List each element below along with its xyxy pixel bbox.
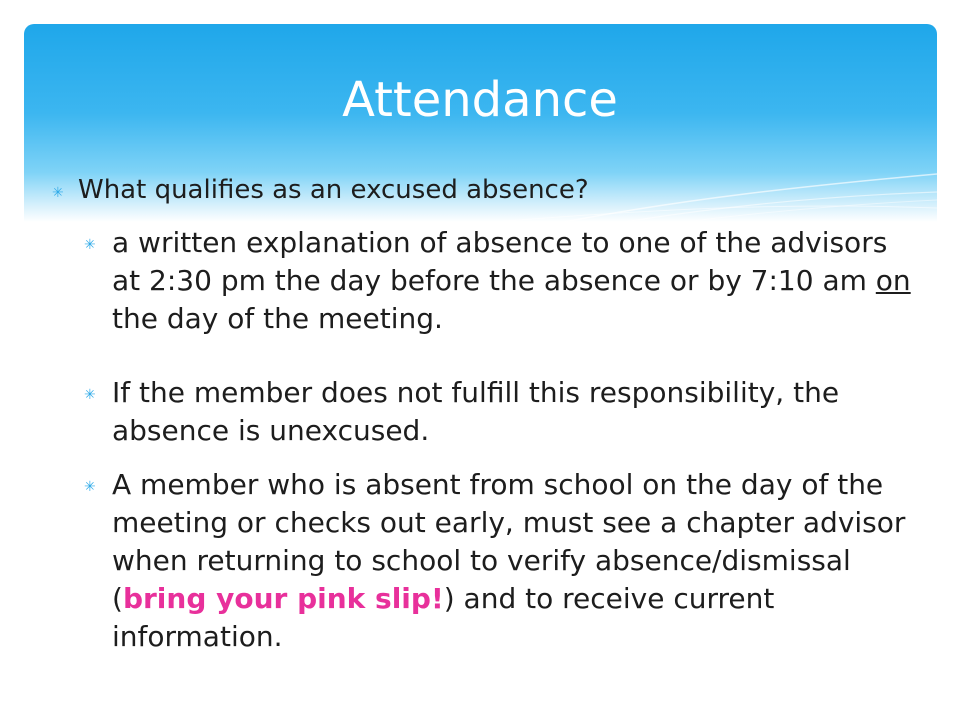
slide-title: Attendance	[342, 72, 618, 128]
asterisk-bullet-icon: ✳	[84, 479, 96, 495]
underlined-word: on	[875, 264, 911, 297]
sub-bullet-text-end: ) and to receive current information.	[112, 582, 775, 653]
asterisk-bullet-icon: ✳	[52, 185, 64, 201]
sub-bullet-text: If the member does not fulfill this responsibility, the absence is unexcused.	[112, 376, 840, 447]
pink-slip-highlight: bring your pink slip!	[122, 582, 444, 615]
sub-bullet-text: a written explanation of absence to one of the advisors at 2:30 pm the day before the absence or by 7:10 am	[112, 226, 888, 297]
sub-bullet-text-end: the day of the meeting.	[112, 302, 443, 335]
asterisk-bullet-icon: ✳	[84, 237, 96, 253]
question-text: What qualifies as an excused absence?	[78, 175, 589, 205]
sub-bullet-text: A member who is absent from school on the day of the meeting or checks out early, must see a chapter advisor when returning to school to verify absence/dismissal (	[112, 468, 906, 615]
asterisk-bullet-icon: ✳	[84, 387, 96, 403]
